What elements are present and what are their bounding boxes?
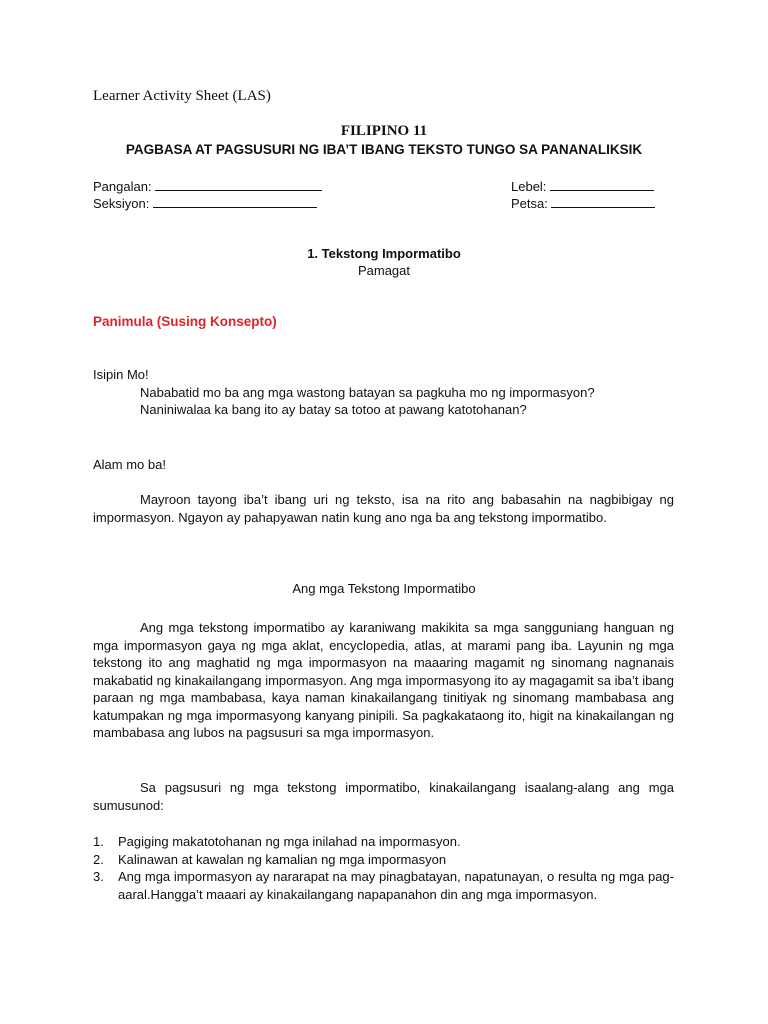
list-item-text: Ang mga impormasyon ay nararapat na may pinagbatayan, napatunayan, o resulta ng mga pag-aaral.Hangga’t maaari ay kinakailangang napapanahon din ang mga impormasyon. — [118, 869, 674, 902]
date-field[interactable] — [511, 195, 655, 211]
list-item-text: Kalinawan at kawalan ng kamalian ng mga impormasyon — [118, 851, 447, 867]
name-field[interactable] — [93, 178, 322, 194]
level-blank[interactable] — [550, 178, 654, 191]
list-item-number: 1. — [93, 834, 104, 849]
lesson-subtitle: Pamagat — [357, 263, 411, 278]
lesson-title: 1. Tekstong Impormatibo — [307, 246, 461, 261]
date-blank[interactable] — [551, 195, 655, 208]
list-item — [93, 868, 674, 903]
subject-title: FILIPINO 11 — [340, 123, 428, 139]
section-label: Seksiyon: — [93, 196, 150, 211]
level-field[interactable] — [511, 178, 654, 194]
know-heading: Alam mo ba! — [93, 457, 166, 472]
intro-heading: Panimula (Susing Konsepto) — [93, 314, 277, 329]
name-label: Pangalan: — [93, 179, 152, 194]
list-item — [93, 833, 674, 851]
section-field[interactable] — [93, 195, 317, 211]
sheet-title: Learner Activity Sheet (LAS) — [93, 88, 271, 104]
section-heading: Ang mga Tekstong Impormatibo — [292, 581, 476, 596]
section-paragraph-1: Ang mga tekstong impormatibo ay karaniwang makikita sa mga sangguniang hanguan ng mga impormasyon gaya ng mga aklat, encyclopedia, atlas, at marami pang iba. Layunin ng mga tekstong ito ang maghatid ng mga impormasyon na maaaring magamit ng sinomang nagnanais makabatid ng kinakailangang impormasyon. Ang mga impormasyong ito ay magagamit sa iba’t ibang paraan ng mga mambabasa, kaya naman kinakailangang tinitiyak ng sinomang mambabasa ang katumpakan ng mga impormasyong kanyang pinipili. Sa pagkakataong ito, higit na kinakailangan ng mambabasa ang lubos na pagsusuri sa mga impormasyon. — [93, 620, 674, 740]
think-heading: Isipin Mo! — [93, 367, 149, 382]
list-item-text: Pagiging makatotohanan ng mga inilahad na impormasyon. — [118, 834, 461, 849]
think-question-1: Nababatid mo ba ang mga wastong batayan sa pagkuha mo ng impormasyon? — [140, 385, 595, 400]
section-blank[interactable] — [153, 195, 317, 208]
section-paragraph-2: Sa pagsusuri ng mga tekstong impormatibo, kinakailangang isaalang-alang ang mga sumusunod: — [93, 780, 674, 813]
list-item-number: 3. — [93, 869, 104, 884]
course-title: PAGBASA AT PAGSUSURI NG IBA’T IBANG TEKSTO TUNGO SA PANANALIKSIK — [125, 142, 643, 157]
level-label: Lebel: — [511, 179, 547, 194]
date-label: Petsa: — [511, 196, 548, 211]
criteria-list — [93, 833, 674, 903]
know-paragraph: Mayroon tayong iba’t ibang uri ng teksto, isa na rito ang babasahin na nagbibigay ng impormasyon. Ngayon ay pahapyawan natin kung ano nga ba ang tekstong impormatibo. — [93, 492, 674, 525]
list-item — [93, 851, 674, 869]
name-blank[interactable] — [155, 178, 322, 191]
think-question-2: Naniniwalaa ka bang ito ay batay sa totoo at pawang katotohanan? — [140, 402, 527, 417]
list-item-number: 2. — [93, 851, 104, 867]
